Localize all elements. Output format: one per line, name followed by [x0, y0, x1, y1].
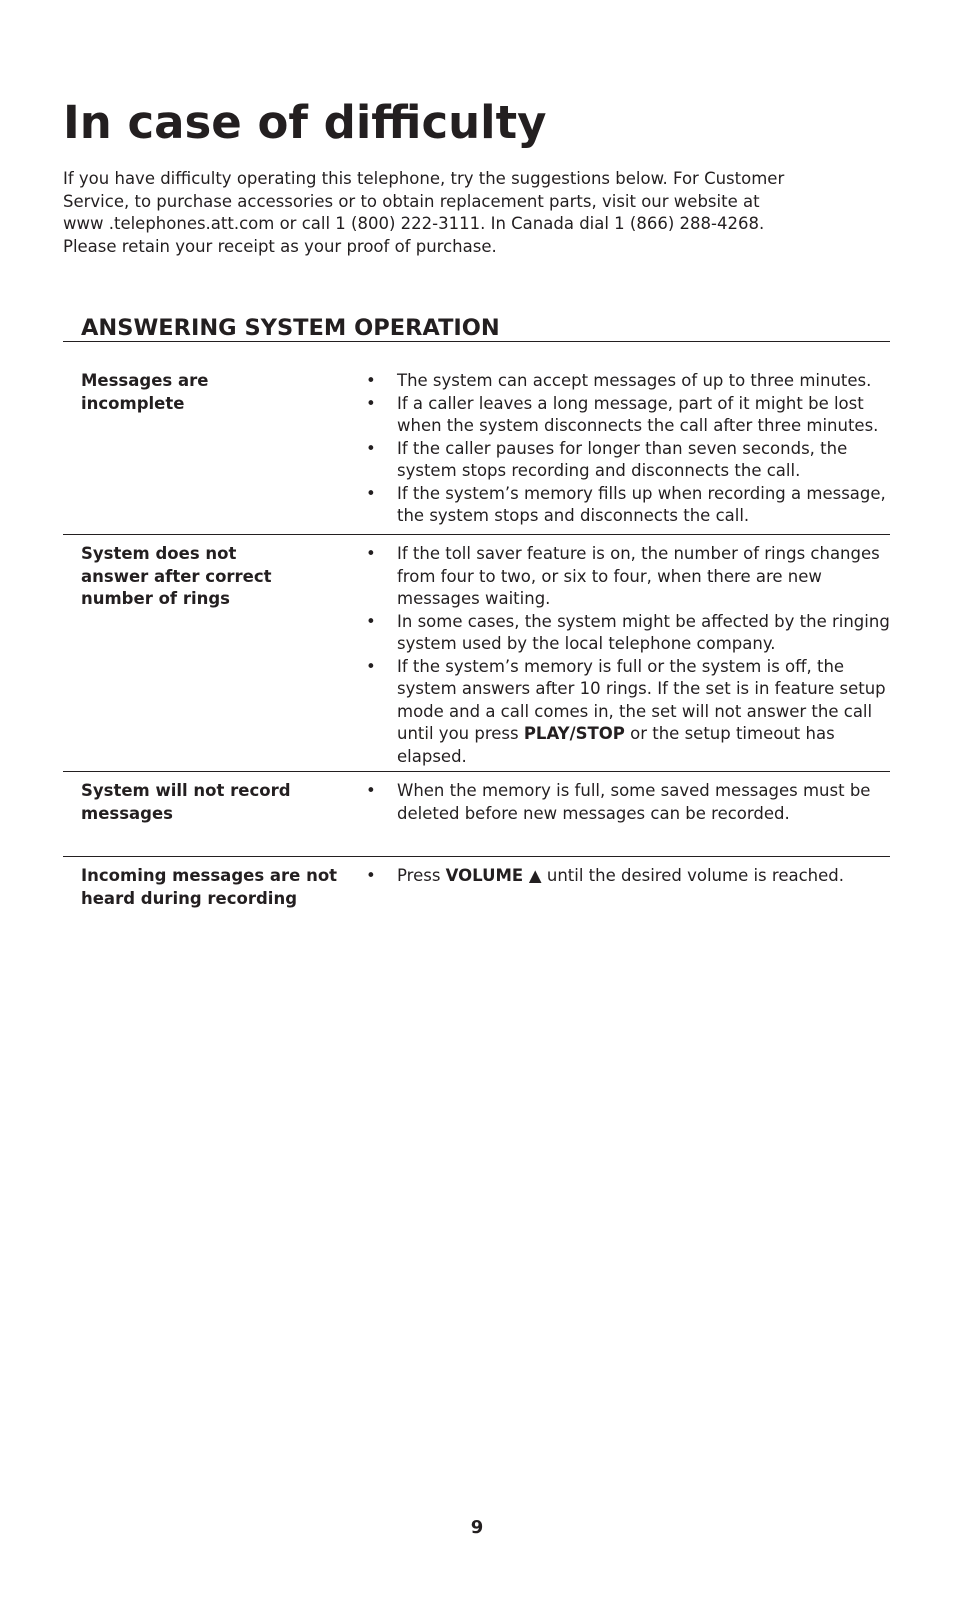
solution-text: In some cases, the system might be affected by the ringing system used by the local telephone company. [397, 611, 890, 653]
page-title: In case of difficulty [63, 96, 547, 149]
intro-line: If you have difficulty operating this telephone, try the suggestions below. For Customer [63, 169, 785, 188]
bullet-icon: • [366, 483, 376, 503]
solution-item [366, 438, 896, 483]
solution-item [366, 370, 896, 393]
bullet-icon: • [366, 611, 376, 631]
bullet-icon: • [366, 438, 376, 458]
row-divider [63, 534, 890, 535]
play-stop-key-label: PLAY/STOP [523, 724, 625, 743]
row-divider [63, 856, 890, 857]
solution-text: If the system’s memory fills up when recording a message, the system stops and disconnects the call. [397, 483, 886, 525]
intro-paragraph [63, 168, 823, 258]
intro-line: Please retain your receipt as your proof of purchase. [63, 236, 497, 256]
row-divider [63, 771, 890, 772]
solution-item [366, 483, 896, 528]
solution-text-part: If the system’s memory is full or the system is off, the system answers after 10 rings. If the set is in feature setup mode and a call comes in, the set will not answer the call until you press [397, 656, 886, 743]
intro-line: Service, to purchase accessories or to obtain replacement parts, visit our website at [63, 191, 760, 211]
solution-text-part: or the setup timeout has elapsed. [397, 724, 835, 766]
solution-text [397, 866, 844, 885]
solution-text: If the caller pauses for longer than seven seconds, the system stops recording and disconnects the call. [397, 438, 848, 480]
solution-list [366, 865, 896, 888]
bullet-icon: • [366, 866, 376, 885]
section-heading: ANSWERING SYSTEM OPERATION [81, 315, 500, 341]
page-number: 9 [470, 1517, 484, 1538]
problem-label: System does not answer after correct number of rings [81, 544, 272, 608]
solution-list [366, 370, 896, 528]
bullet-icon: • [366, 656, 376, 676]
solution-text: If the toll saver feature is on, the number of rings changes from four to two, or six to four, when there are new messages waiting. [397, 544, 880, 608]
solution-item [366, 865, 896, 888]
solution-text: If a caller leaves a long message, part of it might be lost when the system disconnects the call after three minutes. [397, 393, 879, 435]
solution-item [366, 611, 896, 656]
solution-item [366, 780, 896, 825]
solution-text-part: Press [397, 866, 446, 885]
section-divider [63, 341, 890, 342]
bullet-icon: • [366, 371, 376, 390]
bullet-icon: • [366, 544, 376, 563]
solution-text: The system can accept messages of up to three minutes. [397, 371, 872, 390]
solution-text-part: until the desired volume is reached. [541, 866, 844, 885]
solution-list [366, 543, 896, 768]
solution-item [366, 393, 896, 438]
volume-up-key-label: VOLUME ▲ [445, 866, 542, 885]
solution-text: When the memory is full, some saved messages must be deleted before new messages can be recorded. [397, 781, 871, 823]
solution-text [397, 657, 886, 766]
problem-label: System will not record messages [81, 781, 291, 823]
solution-item [366, 656, 896, 769]
solution-item [366, 543, 896, 611]
solution-list [366, 780, 896, 825]
problem-label: Incoming messages are not heard during recording [81, 866, 338, 908]
problem-label: Messages are incomplete [81, 371, 209, 413]
intro-line: www .telephones.att.com or call 1 (800) 222-3111. In Canada dial 1 (866) 288-4268. [63, 214, 765, 233]
bullet-icon: • [366, 393, 376, 413]
bullet-icon: • [366, 781, 376, 800]
